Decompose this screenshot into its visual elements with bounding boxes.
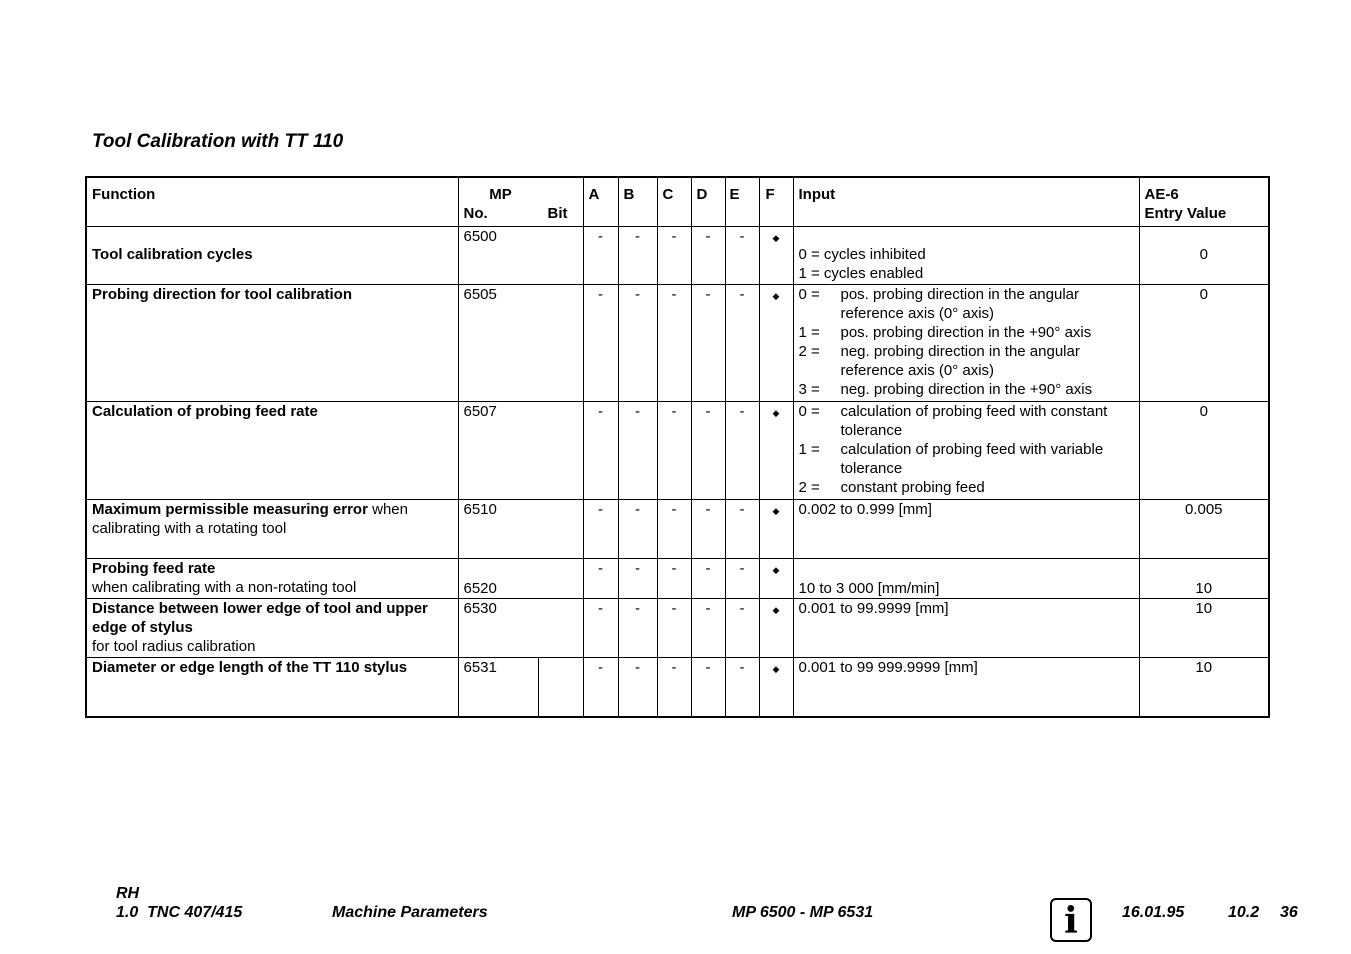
footer-section: Machine Parameters [332, 904, 488, 921]
input-option-text: pos. probing direction in the +90° axis [840, 324, 1092, 341]
input-option [799, 478, 1134, 497]
input-cell [793, 599, 1139, 658]
column-e-dash: - [725, 227, 759, 285]
table-row [86, 227, 1269, 285]
function-name: Diameter or edge length of the TT 110 stylus [92, 659, 408, 676]
column-c-dash: - [657, 599, 691, 658]
entry-value: 0.005 [1139, 500, 1269, 559]
mp-number: 6520 [458, 559, 583, 599]
input-option-text: 0.002 to 0.999 [mm] [798, 501, 932, 518]
header-e: E [725, 177, 759, 227]
input-option [799, 380, 1134, 399]
input-option-key: 2 = [798, 479, 820, 496]
machine-parameters-table [85, 176, 1270, 718]
input-option [799, 500, 1134, 519]
column-d-dash: - [691, 227, 725, 285]
input-option [799, 599, 1134, 618]
function-name: Distance between lower edge of tool and upper edge of stylus [92, 600, 428, 636]
column-e-dash: - [725, 599, 759, 658]
column-a-dash: - [583, 559, 618, 599]
column-c-dash: - [657, 285, 691, 402]
input-option [799, 579, 1134, 598]
mp-number: 6507 [458, 402, 583, 500]
entry-value: 0 [1139, 285, 1269, 402]
footer-author: RH [116, 885, 140, 902]
header-b: B [618, 177, 657, 227]
bit-divider [538, 658, 539, 716]
function-cell [86, 285, 458, 402]
entry-value: 0 [1139, 402, 1269, 500]
input-option-text: constant probing feed [840, 479, 985, 496]
column-b-dash: - [618, 658, 657, 717]
input-cell [793, 658, 1139, 717]
input-cell [793, 227, 1139, 285]
column-a-dash: - [583, 658, 618, 717]
column-c-dash: - [657, 402, 691, 500]
function-name: Tool calibration cycles [92, 246, 253, 263]
column-a-dash: - [583, 285, 618, 402]
input-option-text: 10 to 3 000 [mm/min] [798, 580, 940, 597]
table-row [86, 402, 1269, 500]
function-cell [86, 227, 458, 285]
input-option-text: 0 = cycles inhibited [798, 246, 926, 263]
mp-number: 6531 [458, 658, 583, 717]
input-option [799, 285, 1134, 323]
input-option [799, 264, 1134, 283]
column-d-dash: - [691, 599, 725, 658]
input-option-key: 0 = [798, 286, 820, 303]
diamond-icon: ◆ [772, 565, 780, 575]
input-option-key: 3 = [798, 381, 820, 398]
input-option-text: neg. probing direction in the angular reference axis (0° axis) [840, 343, 1080, 379]
mp-number: 6530 [458, 599, 583, 658]
function-cell [86, 658, 458, 717]
page-title: Tool Calibration with TT 110 [92, 131, 344, 152]
input-option [799, 440, 1134, 478]
input-option-key: 1 = [798, 441, 820, 458]
input-option-text: 0.001 to 99.9999 [mm] [798, 600, 949, 617]
function-cell [86, 559, 458, 599]
column-f-diamond-icon [759, 658, 793, 717]
footer-version: 1.0 TNC 407/415 [116, 904, 243, 921]
column-c-dash: - [657, 658, 691, 717]
header-f: F [759, 177, 793, 227]
diamond-icon: ◆ [772, 408, 780, 418]
entry-value: 0 [1139, 227, 1269, 285]
column-e-dash: - [725, 285, 759, 402]
mp-number: 6510 [458, 500, 583, 559]
column-f-diamond-icon [759, 500, 793, 559]
header-entry-value [1139, 177, 1269, 227]
column-b-dash: - [618, 599, 657, 658]
input-option [799, 658, 1134, 677]
column-a-dash: - [583, 599, 618, 658]
column-c-dash: - [657, 559, 691, 599]
function-name: Calculation of probing feed rate [92, 403, 318, 420]
function-note: when calibrating with a rotating tool [92, 501, 408, 537]
column-f-diamond-icon [759, 559, 793, 599]
table-row [86, 599, 1269, 658]
column-f-diamond-icon [759, 402, 793, 500]
input-option-key: 1 = [798, 324, 820, 341]
input-cell [793, 285, 1139, 402]
table-row [86, 559, 1269, 599]
entry-value: 10 [1139, 599, 1269, 658]
function-name: Probing direction for tool calibration [92, 286, 353, 303]
function-cell [86, 402, 458, 500]
mp-number: 6500 [458, 227, 583, 285]
footer-page: 36 [1280, 904, 1298, 921]
header-c: C [657, 177, 691, 227]
input-option [799, 323, 1134, 342]
input-option-text: calculation of probing feed with constant tolerance [840, 403, 1108, 439]
function-name: Maximum permissible measuring error [92, 501, 368, 518]
diamond-icon: ◆ [772, 233, 780, 243]
input-option-text: 0.001 to 99 999.9999 [mm] [798, 659, 978, 676]
footer-range: MP 6500 - MP 6531 [732, 904, 874, 921]
input-option-text: neg. probing direction in the +90° axis [840, 381, 1093, 398]
function-note: when calibrating with a non-rotating tool [92, 579, 357, 596]
diamond-icon: ◆ [772, 291, 780, 301]
input-option [799, 342, 1134, 380]
input-option-text: calculation of probing feed with variable tolerance [840, 441, 1104, 477]
entry-value: 10 [1139, 559, 1269, 599]
input-option-key: 0 = [798, 403, 820, 420]
column-e-dash: - [725, 559, 759, 599]
table-row [86, 658, 1269, 717]
column-b-dash: - [618, 500, 657, 559]
table-header-row [86, 177, 1269, 227]
column-c-dash: - [657, 500, 691, 559]
diamond-icon: ◆ [772, 664, 780, 674]
header-a: A [583, 177, 618, 227]
column-b-dash: - [618, 285, 657, 402]
column-a-dash: - [583, 500, 618, 559]
column-d-dash: - [691, 559, 725, 599]
header-entry-value-label: Entry Value [1144, 205, 1227, 222]
column-b-dash: - [618, 559, 657, 599]
column-b-dash: - [618, 227, 657, 285]
footer-date: 16.01.95 [1122, 904, 1185, 921]
column-d-dash: - [691, 500, 725, 559]
input-option [799, 402, 1134, 440]
input-option [799, 245, 1134, 264]
function-name: Probing feed rate [92, 560, 216, 577]
column-d-dash: - [691, 402, 725, 500]
info-icon: i [1050, 898, 1092, 942]
header-input: Input [793, 177, 1139, 227]
entry-value: 10 [1139, 658, 1269, 717]
input-cell [793, 402, 1139, 500]
header-d: D [691, 177, 725, 227]
column-e-dash: - [725, 500, 759, 559]
function-note: for tool radius calibration [92, 638, 256, 655]
column-f-diamond-icon [759, 599, 793, 658]
column-d-dash: - [691, 658, 725, 717]
header-function: Function [86, 177, 458, 227]
table-body [86, 227, 1269, 717]
header-mp-bit: Bit [547, 205, 568, 222]
function-cell [86, 500, 458, 559]
input-option-text: pos. probing direction in the angular reference axis (0° axis) [840, 286, 1079, 322]
column-a-dash: - [583, 402, 618, 500]
column-e-dash: - [725, 402, 759, 500]
column-c-dash: - [657, 227, 691, 285]
header-mp [458, 177, 583, 227]
column-f-diamond-icon [759, 227, 793, 285]
column-b-dash: - [618, 402, 657, 500]
function-cell [86, 599, 458, 658]
input-cell [793, 559, 1139, 599]
column-d-dash: - [691, 285, 725, 402]
footer-chapter: 10.2 [1228, 904, 1260, 921]
input-option-key: 2 = [798, 343, 820, 360]
table-row [86, 285, 1269, 402]
input-option-text: 1 = cycles enabled [798, 265, 924, 282]
input-cell [793, 500, 1139, 559]
column-a-dash: - [583, 227, 618, 285]
mp-number: 6505 [458, 285, 583, 402]
table-row [86, 500, 1269, 559]
diamond-icon: ◆ [772, 605, 780, 615]
column-f-diamond-icon [759, 285, 793, 402]
header-mp-no: No. [463, 205, 488, 222]
header-ae6: AE-6 [1144, 186, 1179, 203]
column-e-dash: - [725, 658, 759, 717]
header-mp-label: MP [489, 186, 512, 203]
diamond-icon: ◆ [772, 506, 780, 516]
